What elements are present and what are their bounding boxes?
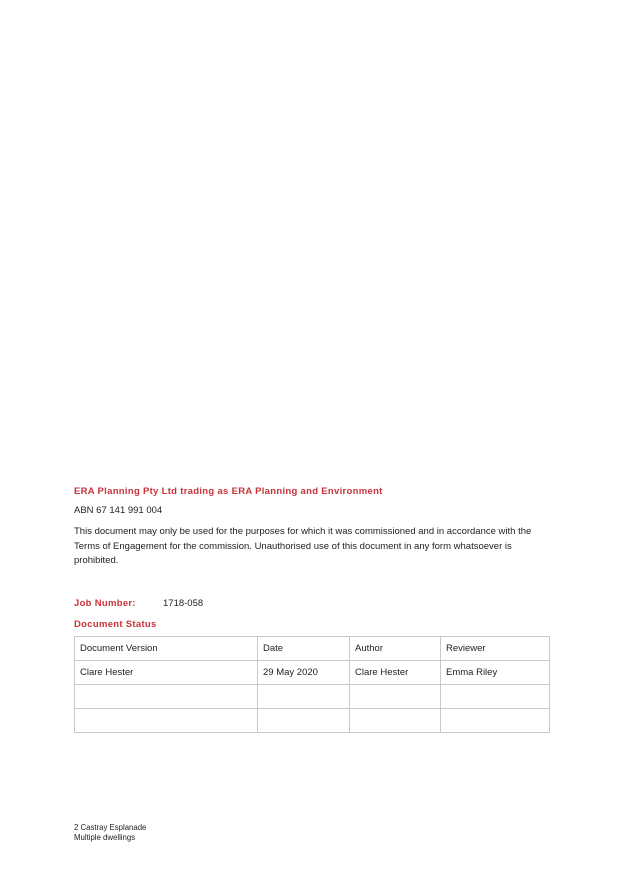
header-author: Author [350, 637, 441, 661]
abn-number: ABN 67 141 991 004 [74, 505, 163, 516]
table-cell: Clare Hester [350, 661, 441, 685]
header-document-version: Document Version [75, 637, 258, 661]
table-cell [441, 709, 550, 733]
footer-address: 2 Castray Esplanade [74, 823, 147, 832]
footer-project-type: Multiple dwellings [74, 833, 136, 842]
document-status-table [74, 636, 550, 733]
table-row [75, 661, 550, 685]
company-name: ERA Planning Pty Ltd trading as ERA Planning and Environment [74, 486, 383, 497]
job-number-label: Job Number: [74, 598, 136, 609]
table-cell: Clare Hester [75, 661, 258, 685]
table-row [75, 685, 550, 709]
table-cell [258, 685, 350, 709]
table-cell [258, 709, 350, 733]
table-cell: 29 May 2020 [258, 661, 350, 685]
table-cell [441, 685, 550, 709]
table-cell [75, 685, 258, 709]
header-date: Date [258, 637, 350, 661]
table-cell [75, 709, 258, 733]
table-header-row [75, 637, 550, 661]
usage-disclaimer: This document may only be used for the purposes for which it was commissioned and in accordance with the Terms of Engagement for the commission. Unauthorised use of this document in any form whatsoever is prohibited. [74, 526, 532, 567]
job-number-value: 1718-058 [163, 598, 204, 609]
table-cell: Emma Riley [441, 661, 550, 685]
document-status-heading: Document Status [74, 619, 157, 630]
table-row [75, 709, 550, 733]
table-cell [350, 709, 441, 733]
header-reviewer: Reviewer [441, 637, 550, 661]
table-cell [350, 685, 441, 709]
